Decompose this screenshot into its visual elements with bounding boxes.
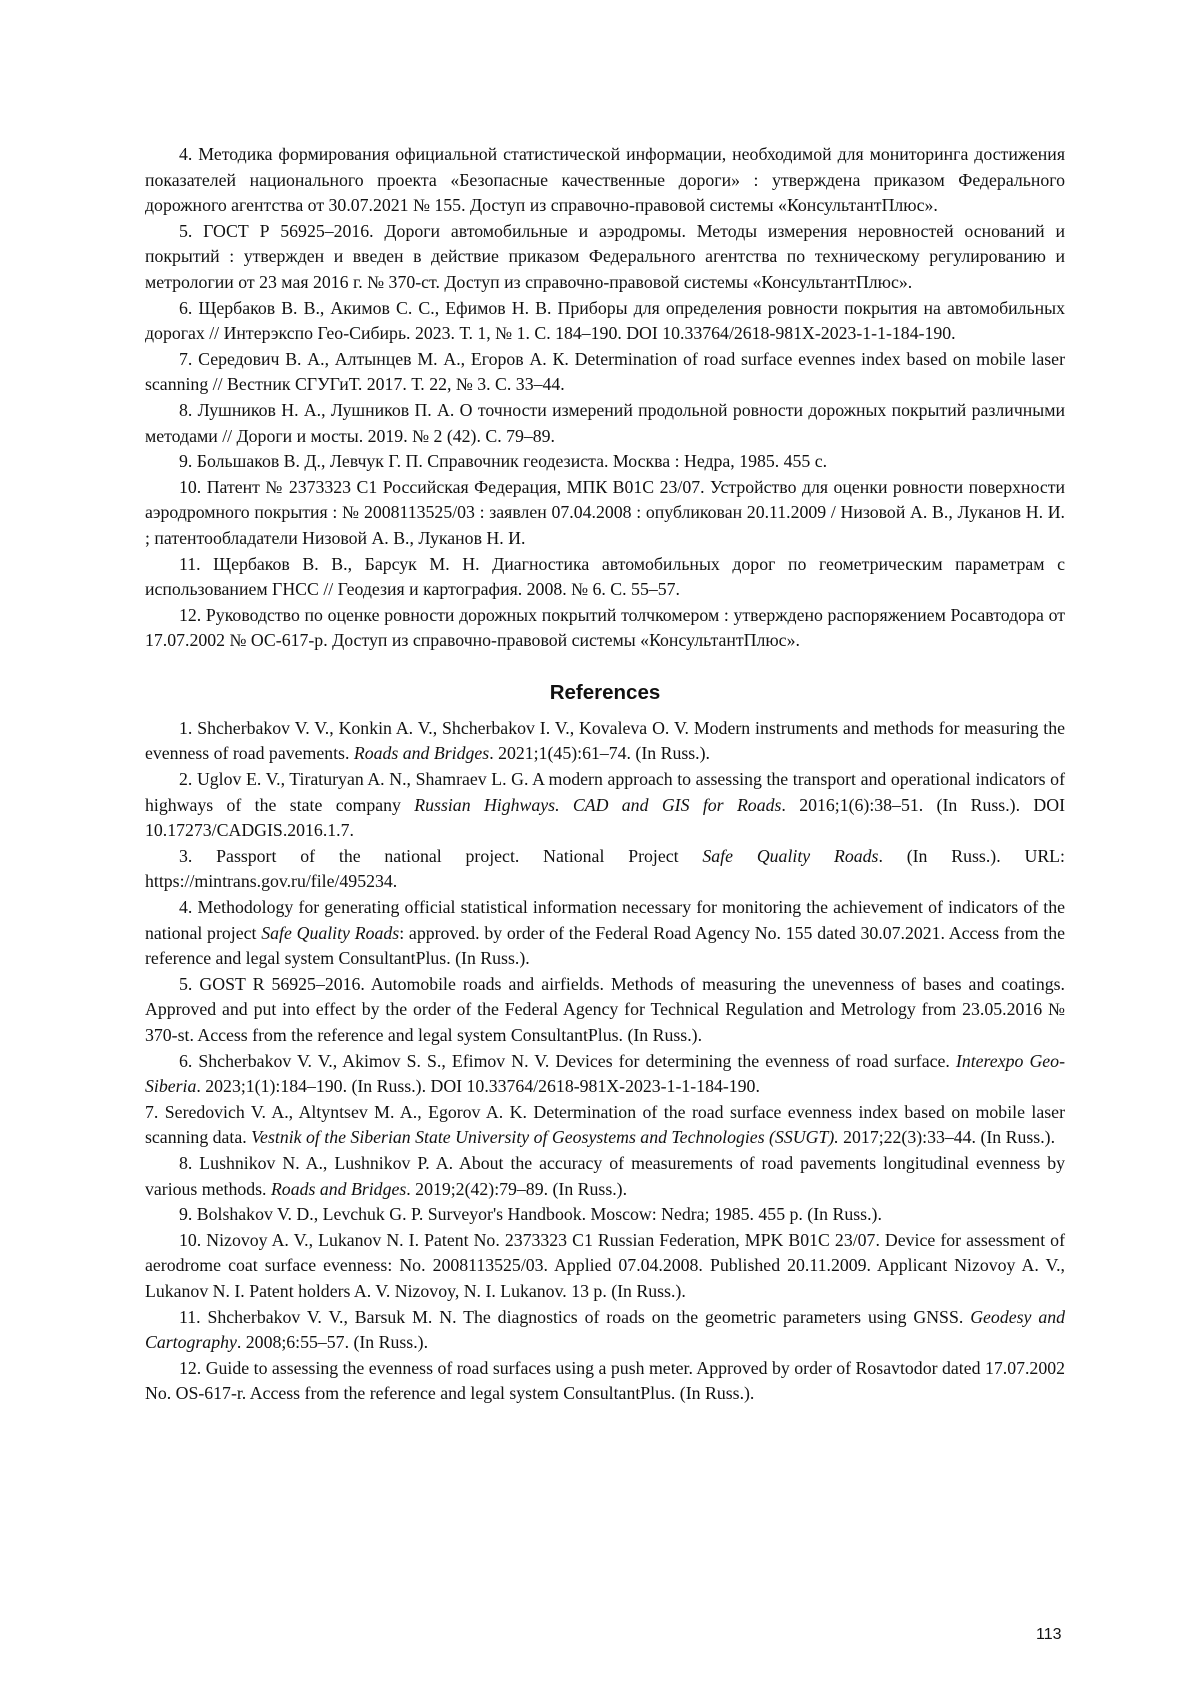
reference-text: 10. Патент № 2373323 C1 Российская Федерация, МПК B01C 23/07. Устройство для оценки ровности поверхности аэродромного покрытия : № 2008113525/03 : заявлен 07.04.2008 : опубликован 20.11.2009 / Низовой А. В., Луканов Н. И. ; патентообладатели Низовой А. В., Луканов Н. И. [145,476,1065,548]
reference-text: 6. Shcherbakov V. V., Akimov S. S., Efimov N. V. Devices for determining the evenness of road surface. [179,1050,956,1071]
russian-reference-item [145,398,1065,449]
english-reference-item [145,1100,1065,1151]
source-title: Safe Quality Roads [261,922,400,943]
source-title: Safe Quality Roads [702,845,879,866]
reference-text: 5. ГОСТ Р 56925–2016. Дороги автомобильные и аэродромы. Методы измерения неровностей оснований и покрытий : утвержден и введен в действие приказом Федерального агентства по техническому регулированию и метрологии от 23 мая 2016 г. № 370-ст. Доступ из справочно-правовой системы «КонсультантПлюс». [145,220,1065,292]
source-title: Vestnik of the Siberian State University of Geosystems and Technologies (SSUGT). [251,1127,839,1148]
reference-text: 7. Seredovich V. A., Altyntsev M. A., Egorov A. K. Determination of the road surface evenness index based on mobile laser scanning data. [145,1101,1065,1148]
russian-reference-item [145,603,1065,654]
reference-text: 9. Bolshakov V. D., Levchuk G. P. Surveyor's Handbook. Moscow: Nedra; 1985. 455 p. (In Russ.). [179,1204,882,1225]
source-title: Interexpo Geo-Siberia [145,1050,1065,1097]
russian-reference-item [145,347,1065,398]
reference-text: 4. Methodology for generating official statistical information necessary for monitoring the achievement of indicators of the national project [145,897,1065,943]
russian-reference-item [145,475,1065,552]
english-reference-item [145,844,1065,895]
english-reference-item [145,972,1065,1049]
russian-reference-list [145,142,1065,654]
source-title: Roads and Bridges [270,1178,407,1199]
russian-reference-item [145,552,1065,603]
reference-text: . 2021;1(45):61–74. (In Russ.). [489,743,710,764]
russian-reference-item [145,142,1065,219]
english-reference-item [145,767,1065,844]
russian-reference-item [145,296,1065,347]
english-reference-item [145,1228,1065,1305]
reference-text: . 2023;1(1):184–190. (In Russ.). DOI 10.33764/2618-981X-2023-1-1-184-190. [196,1076,760,1097]
english-reference-list [145,716,1065,1407]
reference-text: 8. Lushnikov N. A., Lushnikov P. A. About the accuracy of measurements of road pavements longitudinal evenness by various methods. [145,1152,1065,1199]
english-reference-item [145,716,1065,767]
english-reference-item [145,1151,1065,1202]
references-heading: References [549,680,661,704]
source-title: Geodesy and Cartography [145,1306,1065,1353]
reference-text: 12. Guide to assessing the evenness of road surfaces using a push meter. Approved by order of Rosavtodor dated 17.07.2002 No. OS-617-r. Access from the reference and legal system ConsultantPlus. (In Russ.). [145,1357,1065,1404]
source-title: Russian Highways. CAD and GIS for Roads [414,794,782,815]
reference-text: . 2019;2(42):79–89. (In Russ.). [406,1178,628,1199]
reference-text: 4. Методика формирования официальной статистической информации, необходимой для мониторинга достижения показателей национального проекта «Безопасные качественные дороги» : утверждена приказом Федерального дорожного агентства от 30.07.2021 № 155. Доступ из справочно-правовой системы «КонсультантПлюс». [145,144,1065,216]
english-reference-item [145,1305,1065,1356]
russian-reference-item [145,219,1065,296]
source-title: Roads and Bridges [353,743,490,764]
reference-text: 8. Лушников Н. А., Лушников П. А. О точности измерений продольной ровности дорожных покрытий различными методами // Дороги и мосты. 2019. № 2 (42). С. 79–89. [145,399,1065,446]
reference-text: 6. Щербаков В. В., Акимов С. С., Ефимов Н. В. Приборы для определения ровности покрытия на автомобильных дорогах // Интерэкспо Гео-Сибирь. 2023. Т. 1, № 1. С. 184–190. DOI 10.33764/2618-981X-2023-1-1-184-190. [145,297,1065,344]
page-content [145,142,1065,1407]
reference-text: 7. Середович В. А., Алтынцев М. А., Егоров А. К. Determination of road surface evennes index based on mobile laser scanning // Вестник СГУГиТ. 2017. Т. 22, № 3. С. 33–44. [145,348,1065,395]
reference-text: . 2016;1(6):38–51. (In Russ.). DOI 10.17273/CADGIS.2016.1.7. [145,794,1065,841]
reference-text: 1. Shcherbakov V. V., Konkin A. V., Shcherbakov I. V., Kovaleva O. V. Modern instruments and methods for measuring the evenness of road pavements. [145,717,1065,764]
reference-text: 12. Руководство по оценке ровности дорожных покрытий толчкомером : утверждено распоряжением Росавтодора от 17.07.2002 № ОС-617-р. Доступ из справочно-правовой системы «КонсультантПлюс». [145,604,1065,651]
english-reference-item [145,1049,1065,1100]
reference-text: 3. Passport of the national project. National Project [179,845,703,866]
reference-text: 5. GOST R 56925–2016. Automobile roads and airfields. Methods of measuring the unevenness of bases and coatings. Approved and put into effect by the order of the Federal Agency for Technical Regulation and Metrology from 23.05.2016 № 370-st. Access from the reference and legal system ConsultantPlus. (In Russ.). [145,973,1065,1045]
english-reference-item [145,1356,1065,1407]
page-number: 113 [1036,1626,1062,1643]
russian-reference-item [145,449,1065,475]
reference-text: 10. Nizovoy A. V., Lukanov N. I. Patent No. 2373323 C1 Russian Federation, MPK B01C 23/07. Device for assessment of aerodrome coat surface evenness: No. 2008113525/03. Applied 07.04.2008. Published 20.11.2009. Applicant Nizovoy A. V., Lukanov N. I. Patent holders A. V. Nizovoy, N. I. Lukanov. 13 p. (In Russ.). [145,1229,1065,1301]
reference-text: : approved. by order of the Federal Road Agency No. 155 dated 30.07.2021. Access from the reference and legal system ConsultantPlus. (In Russ.). [145,922,1065,969]
reference-text: 2017;22(3):33–44. (In Russ.). [838,1127,1056,1148]
reference-text: . (In Russ.). URL: https://mintrans.gov.ru/file/495234. [145,845,1065,892]
reference-text: 11. Shcherbakov V. V., Barsuk M. N. The diagnostics of roads on the geometric parameters using GNSS. [179,1306,971,1327]
reference-text: 9. Большаков В. Д., Левчук Г. П. Справочник геодезиста. Москва : Недра, 1985. 455 с. [179,451,828,472]
reference-text: 11. Щербаков В. В., Барсук М. Н. Диагностика автомобильных дорог по геометрическим параметрам с использованием ГНСС // Геодезия и картография. 2008. № 6. С. 55–57. [145,553,1065,600]
reference-text: . 2008;6:55–57. (In Russ.). [236,1332,429,1353]
english-reference-item [145,1202,1065,1228]
english-reference-item [145,895,1065,972]
reference-text: 2. Uglov E. V., Tiraturyan A. N., Shamraev L. G. A modern approach to assessing the transport and operational indicators of highways of the state company [145,769,1065,815]
